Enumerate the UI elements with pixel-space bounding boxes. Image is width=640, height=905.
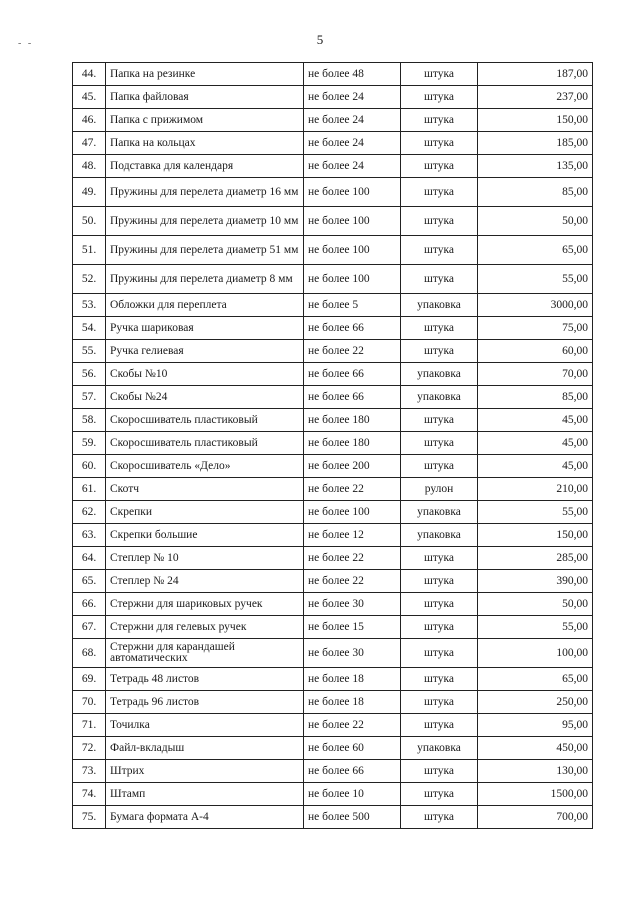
cell-unit: рулон xyxy=(401,478,478,501)
table-row xyxy=(73,806,593,829)
cell-num: 53. xyxy=(73,294,106,317)
cell-price: 85,00 xyxy=(478,178,593,207)
cell-qty: не более 24 xyxy=(304,86,401,109)
cell-num: 64. xyxy=(73,547,106,570)
cell-name: Папка с прижимом xyxy=(106,109,304,132)
table-row xyxy=(73,178,593,207)
cell-price: 55,00 xyxy=(478,501,593,524)
cell-price: 45,00 xyxy=(478,432,593,455)
cell-qty: не более 200 xyxy=(304,455,401,478)
cell-price: 45,00 xyxy=(478,409,593,432)
cell-unit: штука xyxy=(401,760,478,783)
cell-name: Скоросшиватель пластиковый xyxy=(106,409,304,432)
cell-name: Папка на кольцах xyxy=(106,132,304,155)
cell-num: 60. xyxy=(73,455,106,478)
cell-qty: не более 18 xyxy=(304,691,401,714)
cell-qty: не более 22 xyxy=(304,547,401,570)
cell-num: 49. xyxy=(73,178,106,207)
cell-num: 61. xyxy=(73,478,106,501)
table-row xyxy=(73,639,593,668)
page-number: 5 xyxy=(316,32,324,47)
cell-name: Штамп xyxy=(106,783,304,806)
cell-unit: штука xyxy=(401,593,478,616)
cell-num: 57. xyxy=(73,386,106,409)
cell-unit: штука xyxy=(401,806,478,829)
cell-unit: штука xyxy=(401,265,478,294)
cell-name: Скрепки большие xyxy=(106,524,304,547)
cell-name: Скоросшиватель пластиковый xyxy=(106,432,304,455)
cell-qty: не более 10 xyxy=(304,783,401,806)
table-row xyxy=(73,340,593,363)
cell-price: 185,00 xyxy=(478,132,593,155)
cell-num: 70. xyxy=(73,691,106,714)
cell-qty: не более 60 xyxy=(304,737,401,760)
table-row xyxy=(73,265,593,294)
cell-name: Файл-вкладыш xyxy=(106,737,304,760)
cell-qty: не более 66 xyxy=(304,760,401,783)
cell-unit: штука xyxy=(401,714,478,737)
cell-qty: не более 30 xyxy=(304,593,401,616)
cell-unit: штука xyxy=(401,409,478,432)
table-row xyxy=(73,409,593,432)
cell-qty: не более 24 xyxy=(304,109,401,132)
cell-price: 55,00 xyxy=(478,265,593,294)
cell-price: 187,00 xyxy=(478,63,593,86)
cell-name: Скобы №24 xyxy=(106,386,304,409)
cell-price: 210,00 xyxy=(478,478,593,501)
table-row xyxy=(73,714,593,737)
cell-name: Пружины для перелета диаметр 16 мм xyxy=(106,178,304,207)
table-row xyxy=(73,363,593,386)
cell-price: 450,00 xyxy=(478,737,593,760)
items-table xyxy=(72,62,593,829)
cell-name: Обложки для переплета xyxy=(106,294,304,317)
cell-num: 54. xyxy=(73,317,106,340)
cell-unit: упаковка xyxy=(401,737,478,760)
cell-unit: штука xyxy=(401,236,478,265)
cell-name: Тетрадь 48 листов xyxy=(106,668,304,691)
table-row xyxy=(73,668,593,691)
table-row xyxy=(73,616,593,639)
cell-num: 63. xyxy=(73,524,106,547)
table-row xyxy=(73,386,593,409)
cell-name: Стержни для шариковых ручек xyxy=(106,593,304,616)
cell-qty: не более 30 xyxy=(304,639,401,668)
cell-name: Ручка гелиевая xyxy=(106,340,304,363)
table-row xyxy=(73,501,593,524)
cell-price: 135,00 xyxy=(478,155,593,178)
cell-price: 50,00 xyxy=(478,593,593,616)
cell-num: 62. xyxy=(73,501,106,524)
cell-price: 85,00 xyxy=(478,386,593,409)
table-row xyxy=(73,86,593,109)
cell-num: 67. xyxy=(73,616,106,639)
cell-unit: штука xyxy=(401,639,478,668)
cell-qty: не более 180 xyxy=(304,432,401,455)
cell-qty: не более 100 xyxy=(304,265,401,294)
table-row xyxy=(73,109,593,132)
table-row xyxy=(73,783,593,806)
cell-name: Пружины для перелета диаметр 51 мм xyxy=(106,236,304,265)
cell-qty: не более 100 xyxy=(304,207,401,236)
cell-qty: не более 15 xyxy=(304,616,401,639)
cell-unit: упаковка xyxy=(401,501,478,524)
cell-qty: не более 5 xyxy=(304,294,401,317)
cell-price: 390,00 xyxy=(478,570,593,593)
cell-unit: штука xyxy=(401,155,478,178)
table-row xyxy=(73,207,593,236)
cell-price: 700,00 xyxy=(478,806,593,829)
cell-qty: не более 66 xyxy=(304,363,401,386)
cell-num: 66. xyxy=(73,593,106,616)
cell-num: 71. xyxy=(73,714,106,737)
cell-name: Степлер № 10 xyxy=(106,547,304,570)
cell-qty: не более 22 xyxy=(304,340,401,363)
cell-unit: штука xyxy=(401,668,478,691)
cell-name: Скотч xyxy=(106,478,304,501)
table-row xyxy=(73,760,593,783)
cell-unit: упаковка xyxy=(401,294,478,317)
cell-num: 44. xyxy=(73,63,106,86)
cell-price: 1500,00 xyxy=(478,783,593,806)
cell-unit: штука xyxy=(401,570,478,593)
cell-unit: штука xyxy=(401,178,478,207)
table-row xyxy=(73,132,593,155)
cell-num: 51. xyxy=(73,236,106,265)
cell-price: 60,00 xyxy=(478,340,593,363)
cell-num: 45. xyxy=(73,86,106,109)
cell-num: 50. xyxy=(73,207,106,236)
cell-qty: не более 18 xyxy=(304,668,401,691)
cell-unit: штука xyxy=(401,432,478,455)
cell-qty: не более 100 xyxy=(304,501,401,524)
cell-qty: не более 100 xyxy=(304,178,401,207)
cell-qty: не более 12 xyxy=(304,524,401,547)
cell-name: Точилка xyxy=(106,714,304,737)
cell-num: 69. xyxy=(73,668,106,691)
cell-num: 56. xyxy=(73,363,106,386)
cell-num: 72. xyxy=(73,737,106,760)
table-row xyxy=(73,593,593,616)
table-row xyxy=(73,478,593,501)
table-row xyxy=(73,317,593,340)
scan-artifact: - - xyxy=(18,38,34,49)
items-table-body xyxy=(73,63,593,829)
cell-num: 52. xyxy=(73,265,106,294)
cell-num: 48. xyxy=(73,155,106,178)
cell-price: 130,00 xyxy=(478,760,593,783)
cell-num: 68. xyxy=(73,639,106,668)
cell-price: 50,00 xyxy=(478,207,593,236)
table-row xyxy=(73,691,593,714)
cell-name: Штрих xyxy=(106,760,304,783)
table-row xyxy=(73,63,593,86)
cell-unit: упаковка xyxy=(401,386,478,409)
cell-num: 59. xyxy=(73,432,106,455)
cell-price: 150,00 xyxy=(478,109,593,132)
cell-name: Скоросшиватель «Дело» xyxy=(106,455,304,478)
cell-qty: не более 180 xyxy=(304,409,401,432)
cell-price: 70,00 xyxy=(478,363,593,386)
cell-num: 55. xyxy=(73,340,106,363)
cell-unit: штука xyxy=(401,783,478,806)
cell-unit: штука xyxy=(401,109,478,132)
table-row xyxy=(73,236,593,265)
cell-name: Бумага формата А-4 xyxy=(106,806,304,829)
cell-unit: штука xyxy=(401,207,478,236)
cell-name: Подставка для календаря xyxy=(106,155,304,178)
cell-qty: не более 500 xyxy=(304,806,401,829)
table-row xyxy=(73,294,593,317)
cell-name: Пружины для перелета диаметр 10 мм xyxy=(106,207,304,236)
cell-qty: не более 22 xyxy=(304,570,401,593)
cell-price: 45,00 xyxy=(478,455,593,478)
cell-price: 75,00 xyxy=(478,317,593,340)
cell-unit: штука xyxy=(401,340,478,363)
cell-name: Папка файловая xyxy=(106,86,304,109)
cell-name: Тетрадь 96 листов xyxy=(106,691,304,714)
cell-num: 73. xyxy=(73,760,106,783)
cell-unit: штука xyxy=(401,132,478,155)
cell-unit: штука xyxy=(401,616,478,639)
cell-qty: не более 66 xyxy=(304,317,401,340)
cell-unit: упаковка xyxy=(401,363,478,386)
cell-qty: не более 66 xyxy=(304,386,401,409)
cell-unit: упаковка xyxy=(401,524,478,547)
cell-name: Пружины для перелета диаметр 8 мм xyxy=(106,265,304,294)
cell-num: 46. xyxy=(73,109,106,132)
cell-unit: штука xyxy=(401,63,478,86)
cell-unit: штука xyxy=(401,317,478,340)
cell-qty: не более 24 xyxy=(304,155,401,178)
table-row xyxy=(73,524,593,547)
cell-num: 65. xyxy=(73,570,106,593)
cell-qty: не более 48 xyxy=(304,63,401,86)
cell-unit: штука xyxy=(401,455,478,478)
table-row xyxy=(73,455,593,478)
table-row xyxy=(73,737,593,760)
cell-name: Скобы №10 xyxy=(106,363,304,386)
cell-qty: не более 24 xyxy=(304,132,401,155)
cell-price: 285,00 xyxy=(478,547,593,570)
cell-num: 74. xyxy=(73,783,106,806)
table-row xyxy=(73,432,593,455)
cell-name: Стержни для карандашей автоматических xyxy=(106,639,304,668)
cell-qty: не более 22 xyxy=(304,714,401,737)
cell-price: 100,00 xyxy=(478,639,593,668)
cell-price: 250,00 xyxy=(478,691,593,714)
cell-name: Степлер № 24 xyxy=(106,570,304,593)
cell-name: Стержни для гелевых ручек xyxy=(106,616,304,639)
cell-price: 237,00 xyxy=(478,86,593,109)
cell-name: Папка на резинке xyxy=(106,63,304,86)
cell-price: 65,00 xyxy=(478,236,593,265)
cell-num: 47. xyxy=(73,132,106,155)
cell-num: 58. xyxy=(73,409,106,432)
cell-qty: не более 22 xyxy=(304,478,401,501)
cell-unit: штука xyxy=(401,86,478,109)
cell-name: Ручка шариковая xyxy=(106,317,304,340)
table-row xyxy=(73,547,593,570)
cell-num: 75. xyxy=(73,806,106,829)
cell-unit: штука xyxy=(401,691,478,714)
cell-unit: штука xyxy=(401,547,478,570)
cell-price: 95,00 xyxy=(478,714,593,737)
cell-price: 150,00 xyxy=(478,524,593,547)
cell-qty: не более 100 xyxy=(304,236,401,265)
cell-price: 3000,00 xyxy=(478,294,593,317)
table-row xyxy=(73,570,593,593)
table-row xyxy=(73,155,593,178)
cell-price: 55,00 xyxy=(478,616,593,639)
cell-name: Скрепки xyxy=(106,501,304,524)
cell-price: 65,00 xyxy=(478,668,593,691)
